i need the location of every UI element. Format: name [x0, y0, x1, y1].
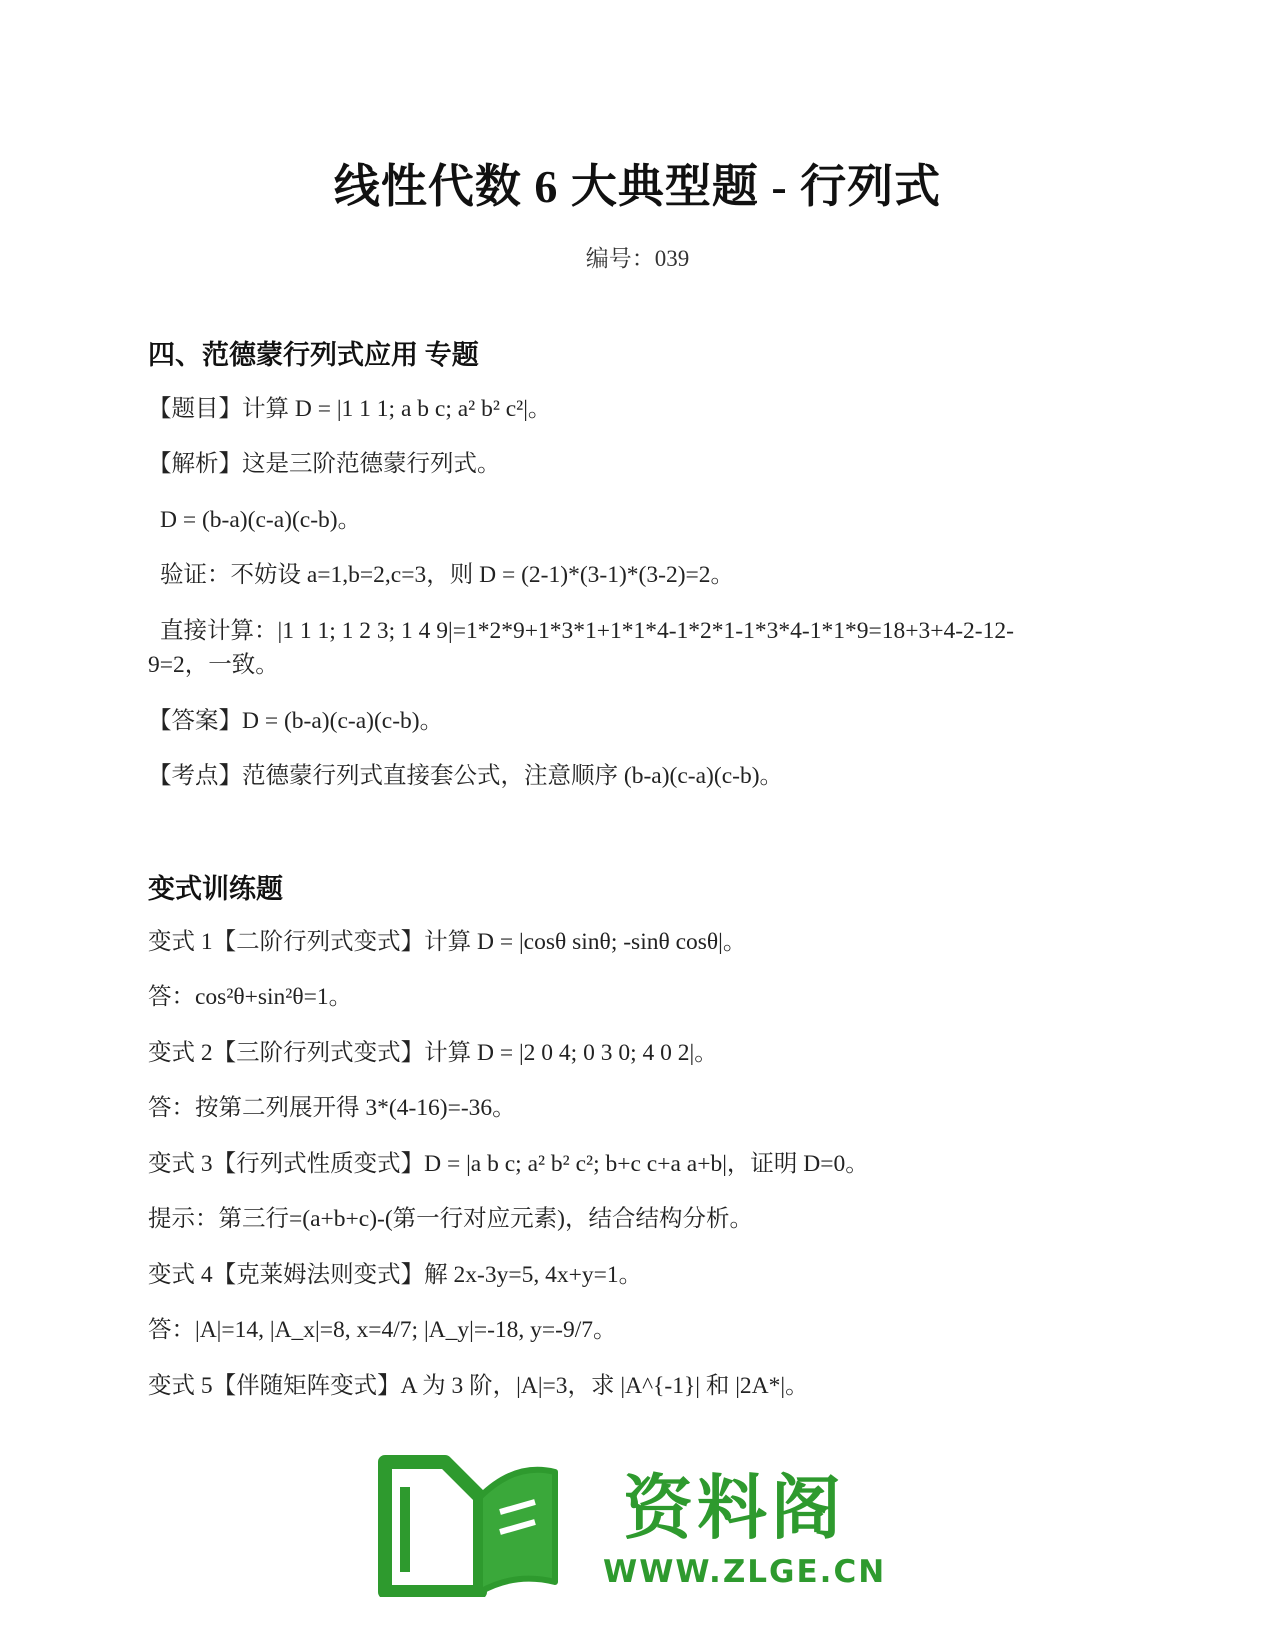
analysis-text: 【解析】这是三阶范德蒙行列式。: [148, 451, 501, 477]
section-heading-vandermonde: 四、范德蒙行列式应用 专题: [148, 340, 479, 370]
variant-line: 变式 3【行列式性质变式】D = |a b c; a² b² c²; b+c c+a a+b|，证明 D=0。: [148, 1151, 869, 1177]
key-point-text: 【考点】范德蒙行列式直接套公式，注意顺序 (b-a)(c-a)(c-b)。: [148, 763, 784, 789]
variant-line: 变式 5【伴随矩阵变式】A 为 3 阶，|A|=3，求 |A^{-1}| 和 |2A*|。: [148, 1373, 809, 1399]
verify-text: 验证：不妨设 a=1,b=2,c=3，则 D = (2-1)*(3-1)*(3-2)=2。: [160, 562, 735, 588]
variant-line: 答：按第二列展开得 3*(4-16)=-36。: [148, 1095, 516, 1121]
variant-line: 答：cos²θ+sin²θ=1。: [148, 984, 353, 1010]
watermark-logo: [395, 1452, 887, 1607]
problem-text: 【题目】计算 D = |1 1 1; a b c; a² b² c²|。: [148, 396, 552, 422]
document-title: 线性代数 6 大典型题 - 行列式: [333, 161, 942, 212]
watermark-name: 资料阁: [623, 1467, 845, 1549]
book-icon: [375, 1442, 575, 1597]
direct-calc-text: 直接计算：|1 1 1; 1 2 3; 1 4 9|=1*2*9+1*3*1+1*1*4-1*2*1-1*3*4-1*1*9=18+3+4-2-12-: [160, 618, 1014, 644]
answer-text: 【答案】D = (b-a)(c-a)(c-b)。: [148, 708, 444, 734]
formula-text: D = (b-a)(c-a)(c-b)。: [160, 507, 362, 533]
variant-line: 变式 4【克莱姆法则变式】解 2x-3y=5, 4x+y=1。: [148, 1262, 643, 1288]
section-heading-variants: 变式训练题: [148, 874, 283, 904]
watermark-site: WWW.ZLGE.CN: [603, 1554, 887, 1590]
document-serial: 编号：039: [585, 246, 690, 271]
variant-line: 变式 2【三阶行列式变式】计算 D = |2 0 4; 0 3 0; 4 0 2|。: [148, 1040, 718, 1066]
variant-line: 变式 1【二阶行列式变式】计算 D = |cosθ sinθ; -sinθ cosθ|。: [148, 929, 747, 955]
variant-line: 提示：第三行=(a+b+c)-(第一行对应元素)，结合结构分析。: [148, 1206, 753, 1232]
direct-calc-continued: 9=2，一致。: [148, 652, 279, 678]
variant-line: 答：|A|=14, |A_x|=8, x=4/7; |A_y|=-18, y=-9/7。: [148, 1317, 617, 1343]
